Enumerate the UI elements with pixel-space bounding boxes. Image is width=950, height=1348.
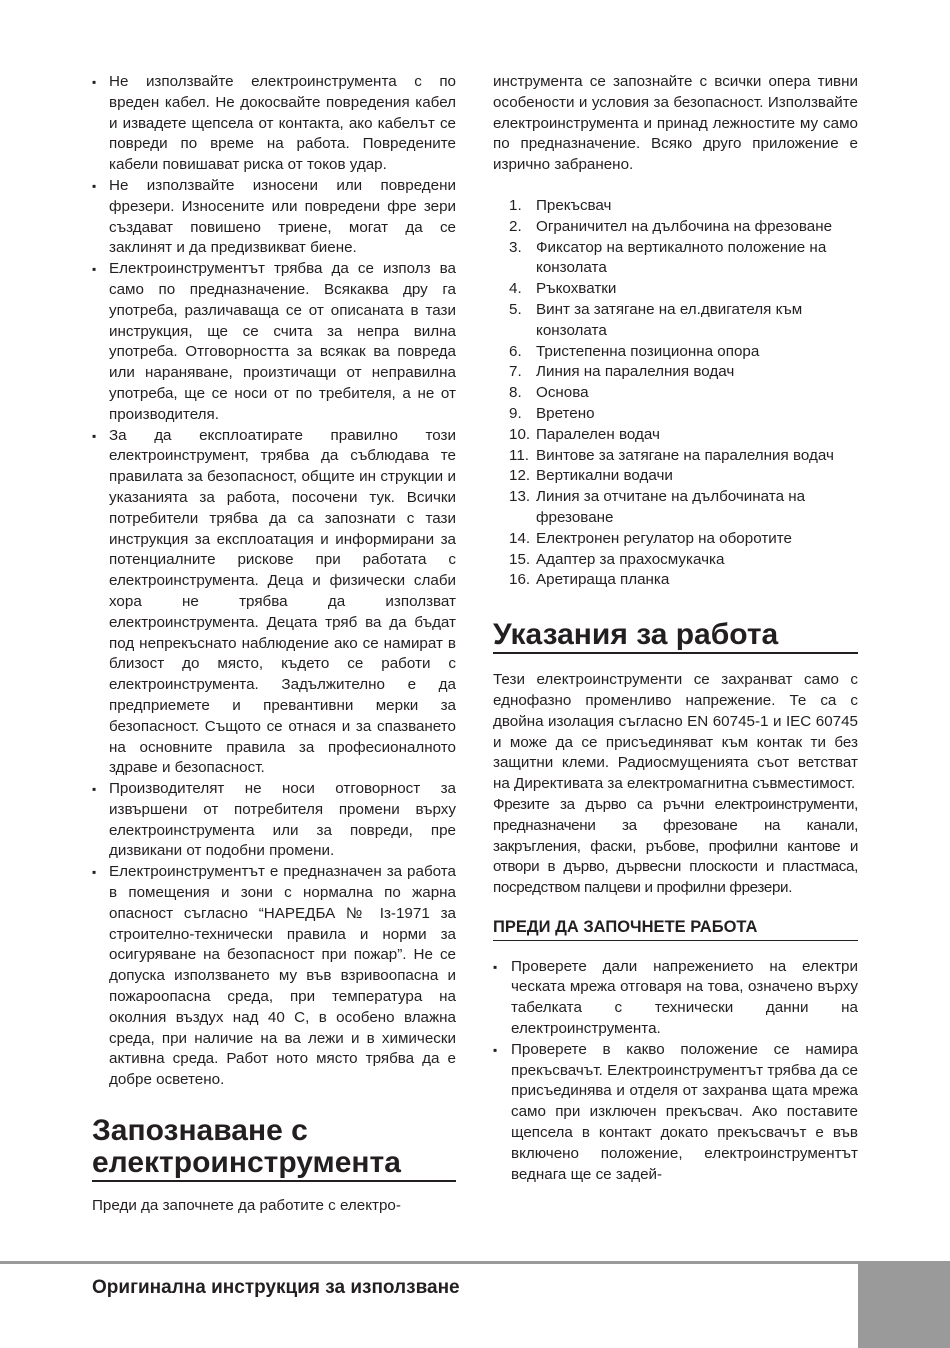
part-label: Адаптер за прахосмукачка xyxy=(536,550,725,568)
part-label: Тристепенна позиционна опора xyxy=(536,342,760,360)
part-label: Електронен регулатор на оборотите xyxy=(536,529,792,547)
part-label: Линия за отчитане на дълбочината на фрезоване xyxy=(536,488,806,526)
part-label: Винтове за затягане на паралелния водач xyxy=(536,446,834,464)
parts-list-item xyxy=(509,425,858,446)
part-number: 15. xyxy=(509,550,531,568)
parts-list-item xyxy=(509,362,858,383)
parts-list-item xyxy=(509,446,858,467)
part-number: 3. xyxy=(509,238,522,256)
list-item: ▪ Не използвайте износени или повредени фрезери. Износените или повредени фре зери създават повишено триене, могат да се заклинят и да предизвикват биене. xyxy=(92,176,456,259)
part-label: Вретено xyxy=(536,404,595,422)
part-label: Линия на паралелния водач xyxy=(536,363,735,381)
part-label: Ръкохватки xyxy=(536,280,617,298)
part-number: 11. xyxy=(509,446,529,464)
part-number: 8. xyxy=(509,384,522,402)
parts-list-item xyxy=(509,529,858,550)
parts-list-item xyxy=(509,300,858,342)
list-item: ▪ За да експлоатирате правилно този електроинструмент, трябва да съблюдава те правилата за безопасност, общите ин струкции и указанията за работа, посочени тук. Всички потребители трябва да са запознати с тази инструкция за експлоатация и информирани за потенциалните рискове при работата с електроинструмента. Деца и физически слаби хора не трябва да използват електроинструмента. Децата тряб ва да бъдат под непрекъснато наблюдение ако се намират в близост до място, където се работи с електроинструмента. Задължително е да предприемете и превантивни мерки за безопасност. Същото се отнася и за спазването на основните правила за професионалното здраве и безопасност. xyxy=(92,426,456,780)
parts-list-item xyxy=(509,404,858,425)
parts-list-item xyxy=(509,550,858,571)
subsection-heading-before-start: ПРЕДИ ДА ЗАПОЧНЕТЕ РАБОТА xyxy=(493,917,858,941)
parts-list-item xyxy=(509,342,858,363)
list-item: ▪ Проверете в какво положение се намира прекъсвачът. Електроинструментът трябва да се присъединява и отделя от захранва щата мрежа само при изключен прекъсвач. Ако поставите щепсела в контакт докато прекъсвачът е във включено положение, електроинструментът веднага ще се задей- xyxy=(493,1040,858,1186)
part-label: Фиксатор на вертикалното положение на конзолата xyxy=(536,238,827,277)
parts-list-item xyxy=(509,383,858,404)
section-heading-tool-overview: Запознаване с електроинструмента xyxy=(92,1115,456,1182)
list-item: ▪ Електроинструментът трябва да се използ ва само по предназначение. Всякаква дру га употреба, различаваща се от описаната в тази инструкция, ще се счита за непра вилна употреба. Отговорността за всякак ва повреда или нараняване, произтичащи от неправилна употреба, ще се носи от по требителя, а не от производителя. xyxy=(92,259,456,425)
continuation-text: инструмента се запознайте с всички опера тивни особености и условия за безопасност. Използвайте електроинструмента и принад лежностите му само по предназначение. Всяко друго приложение е изрично забранено. xyxy=(493,73,858,174)
part-number: 2. xyxy=(509,217,522,235)
right-column xyxy=(493,72,858,1185)
part-number: 6. xyxy=(509,342,522,360)
power-supply-paragraph: Тези електроинструменти се захранват само с еднофазно променливо напрежение. Те са с двойна изолация съгласно EN 60745-1 и IEC 60745 и може да се присъединяват към контак ти без защитни клеми. Радиосмущенията съот ветстват на Директивата за електромагнитна съвместимост. xyxy=(493,671,858,793)
part-label: Паралелен водач xyxy=(536,425,660,443)
section-intro-text: Преди да започнете да работите с електро- xyxy=(92,1197,401,1215)
footer-page-tab xyxy=(858,1261,950,1348)
part-number: 1. xyxy=(509,196,522,214)
part-number: 7. xyxy=(509,363,522,381)
parts-list-item xyxy=(509,238,858,280)
part-label: Основа xyxy=(536,384,589,402)
part-number: 10. xyxy=(509,425,531,443)
section-heading-operating-instructions: Указания за работа xyxy=(493,619,858,654)
safety-bullet-list xyxy=(92,72,456,1091)
part-number: 16. xyxy=(509,571,531,589)
parts-list-item xyxy=(509,196,858,217)
pre-start-bullet-list xyxy=(493,957,858,1186)
list-item: ▪ Проверете дали напрежението на електри ческата мрежа отговаря на това, означено върху табелката с технически данни на електроинструмента. xyxy=(493,957,858,1040)
part-label: Аретираща планка xyxy=(536,571,670,589)
footer-title: Оригинална инструкция за използване xyxy=(92,1277,460,1298)
list-item: ▪ Електроинструментът е предназначен за работа в помещения и зони с нормална по жарна опасност съгласно “НАРЕДБА № Із-1971 за строително-технически правила и норми за осигуряване на безопасност при пожар”. Не се допуска използването му във взривоопасна и пожароопасна среда, при температура на околния въздух над 40 С, в особено влажна среда, при наличие на ва лежи и в химически активна среда. Работ ното място трябва да е добре осветено. xyxy=(92,862,456,1091)
part-label: Винт за затягане на ел.двигателя към конзолата xyxy=(536,300,803,339)
parts-list xyxy=(493,196,858,591)
parts-list-item xyxy=(509,487,858,529)
part-number: 9. xyxy=(509,404,522,422)
part-label: Вертикални водачи xyxy=(536,467,673,485)
parts-list-item xyxy=(509,466,858,487)
part-number: 4. xyxy=(509,280,522,298)
part-number: 12. xyxy=(509,467,531,485)
list-item: ▪ Не използвайте електроинструмента с по вреден кабел. Не докосвайте повредения кабел и извадете щепсела от контакта, ако кабелът се повреди по време на работа. Повредените кабели повишават риска от токов удар. xyxy=(92,72,456,176)
footer-divider xyxy=(0,1261,858,1264)
part-label: Прекъсвач xyxy=(536,196,612,214)
parts-list-item xyxy=(509,279,858,300)
list-item: ▪ Производителят не носи отговорност за извършени от потребителя промени върху електроинструмента или за повреди, пре дизвикани от подобни промени. xyxy=(92,779,456,862)
part-label: Ограничител на дълбочина на фрезоване xyxy=(536,217,833,235)
part-number: 14. xyxy=(509,529,531,547)
part-number: 13. xyxy=(509,488,531,506)
parts-list-item xyxy=(509,217,858,238)
left-column xyxy=(92,72,456,1217)
router-purpose-paragraph: Фрезите за дърво са ръчни електроинструменти, предназначени за фрезоване на канали, закръгления, фаски, ръбове, профилни кантове и отвори в дърво, дървесни плоскости и пластмаса, посредством палцеви и профилни фрезери. xyxy=(493,795,858,897)
part-number: 5. xyxy=(509,300,522,318)
parts-list-item xyxy=(509,570,858,591)
